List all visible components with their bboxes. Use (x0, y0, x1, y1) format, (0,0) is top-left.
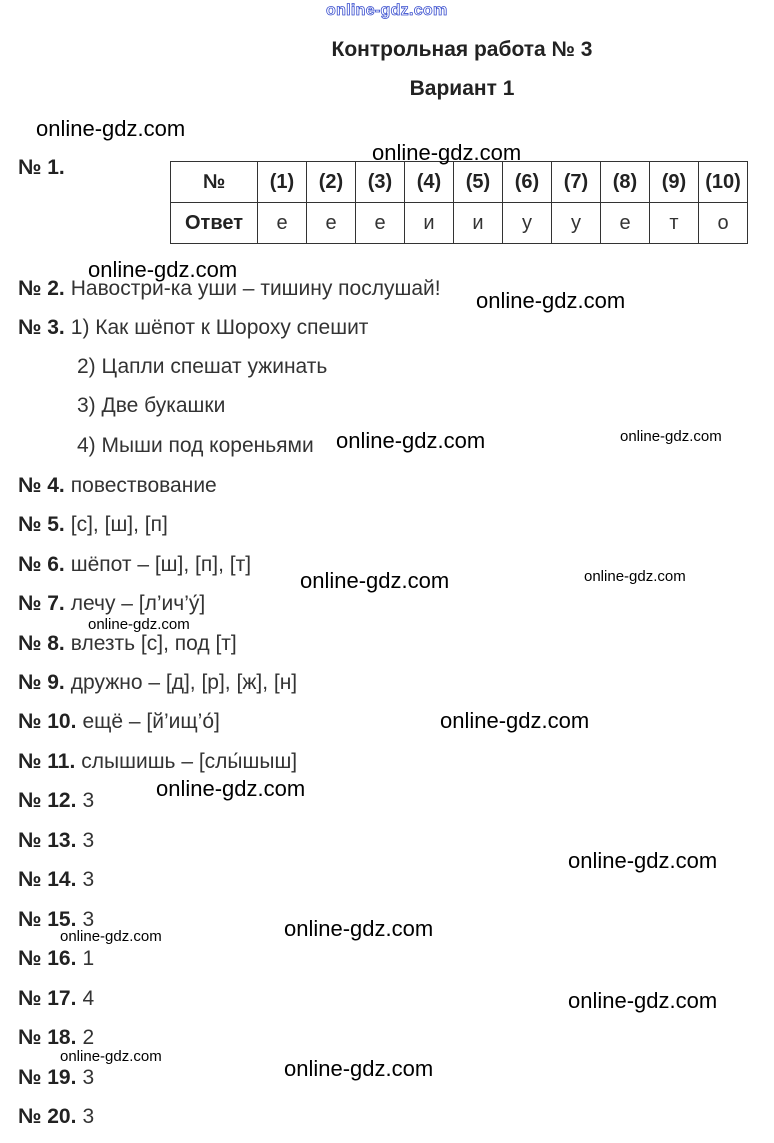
question-answer: 3 (82, 1105, 95, 1128)
table-cell: е (601, 203, 650, 244)
question-answer: слышишь – [слы́шыш] (81, 750, 298, 773)
question-answer: повествование (70, 474, 217, 497)
question-number: № 17. (18, 987, 77, 1010)
question-answer: 1 (82, 947, 95, 970)
table-cell: (10) (699, 162, 748, 203)
table-cell: (7) (552, 162, 601, 203)
table-cell: (9) (650, 162, 699, 203)
table-cell: (4) (405, 162, 454, 203)
question-6 (18, 553, 251, 577)
question-number: № 9. (18, 671, 65, 694)
question-number: № 11. (18, 750, 76, 773)
question-number: № 6. (18, 553, 65, 576)
question-3-subitem: 4) Мыши под кореньями (77, 434, 314, 457)
table-header-answer: Ответ (171, 203, 258, 244)
site-logo-mark: online-gdz.com (326, 2, 448, 19)
table-cell: и (454, 203, 503, 244)
table-cell: и (405, 203, 454, 244)
table-cell: о (699, 203, 748, 244)
table-cell: е (356, 203, 405, 244)
question-11 (18, 750, 297, 774)
watermark: online-gdz.com (568, 988, 718, 1013)
question-answer: 3 (82, 1066, 95, 1089)
table-cell: у (552, 203, 601, 244)
question-number: № 3. (18, 316, 65, 339)
question-number: № 13. (18, 829, 77, 852)
question-number: № 4. (18, 474, 65, 497)
question-9 (18, 671, 297, 695)
question-19 (18, 1066, 94, 1090)
watermark: online-gdz.com (284, 916, 434, 941)
table-cell: е (307, 203, 356, 244)
table-cell: (5) (454, 162, 503, 203)
table-cell: т (650, 203, 699, 244)
watermark: online-gdz.com (88, 257, 238, 282)
table-cell: (1) (258, 162, 307, 203)
question-7 (18, 592, 205, 616)
watermark: online-gdz.com (36, 116, 186, 141)
question-answer: 3 (82, 908, 95, 931)
question-3-subitem: 3) Две букашки (77, 394, 226, 417)
watermark: online-gdz.com (440, 708, 590, 733)
question-14 (18, 868, 94, 892)
question-16 (18, 947, 94, 971)
question-number: № 1. (18, 156, 65, 179)
question-answer: дружно – [д], [р], [ж], [н] (70, 671, 298, 694)
question-5 (18, 513, 168, 537)
question-number: № 8. (18, 632, 65, 655)
table-cell: (3) (356, 162, 405, 203)
question-number: № 20. (18, 1105, 77, 1128)
question-number: № 15. (18, 908, 77, 931)
watermark: online-gdz.com (60, 1048, 162, 1065)
question-number: № 19. (18, 1066, 77, 1089)
watermark: online-gdz.com (568, 848, 718, 873)
question-17 (18, 987, 94, 1011)
question-13 (18, 829, 94, 853)
question-10 (18, 710, 220, 734)
question-3 (18, 316, 368, 340)
table-cell: (8) (601, 162, 650, 203)
question-answer: влезть [с], под [т] (70, 632, 237, 655)
question-8 (18, 632, 237, 656)
question-answer: 3 (82, 829, 95, 852)
answer-table (170, 161, 748, 244)
table-header-number: № (171, 162, 258, 203)
question-number: № 5. (18, 513, 65, 536)
question-answer: лечу – [л’ич’у́] (70, 592, 206, 615)
question-answer: 3 (82, 789, 95, 812)
question-answer: 2 (82, 1026, 95, 1049)
watermark: online-gdz.com (336, 428, 486, 453)
question-answer: ещё – [й’ищ’о́] (82, 710, 220, 733)
question-1 (18, 156, 65, 180)
watermark: online-gdz.com (284, 1056, 434, 1081)
question-answer: 1) Как шёпот к Шороху спешит (70, 316, 369, 339)
table-row-numbers (171, 162, 748, 203)
watermark: online-gdz.com (372, 140, 522, 165)
question-number: № 14. (18, 868, 77, 891)
question-answer: шёпот – [ш], [п], [т] (70, 553, 252, 576)
table-cell: (2) (307, 162, 356, 203)
watermark: online-gdz.com (156, 776, 306, 801)
watermark: online-gdz.com (60, 928, 162, 945)
question-4 (18, 474, 217, 498)
table-row-answers (171, 203, 748, 244)
question-20 (18, 1105, 94, 1129)
watermark: online-gdz.com (88, 616, 190, 633)
question-answer: Навостри-ка уши – тишину послушай! (70, 277, 441, 300)
question-answer: [с], [ш], [п] (70, 513, 168, 536)
question-answer: 4 (82, 987, 95, 1010)
question-number: № 10. (18, 710, 77, 733)
watermark: online-gdz.com (584, 568, 686, 585)
question-number: № 18. (18, 1026, 77, 1049)
question-number: № 16. (18, 947, 77, 970)
watermark: online-gdz.com (620, 428, 722, 445)
table-cell: у (503, 203, 552, 244)
question-18 (18, 1026, 94, 1050)
question-number: № 12. (18, 789, 77, 812)
question-number: № 2. (18, 277, 65, 300)
question-answer: 3 (82, 868, 95, 891)
variant-heading: Вариант 1 (409, 77, 515, 100)
question-number: № 7. (18, 592, 65, 615)
question-3-subitem: 2) Цапли спешат ужинать (77, 355, 328, 378)
page-title: Контрольная работа № 3 (331, 38, 593, 61)
table-cell: (6) (503, 162, 552, 203)
question-12 (18, 789, 94, 813)
table-cell: е (258, 203, 307, 244)
watermark: online-gdz.com (476, 288, 626, 313)
watermark: online-gdz.com (300, 568, 450, 593)
